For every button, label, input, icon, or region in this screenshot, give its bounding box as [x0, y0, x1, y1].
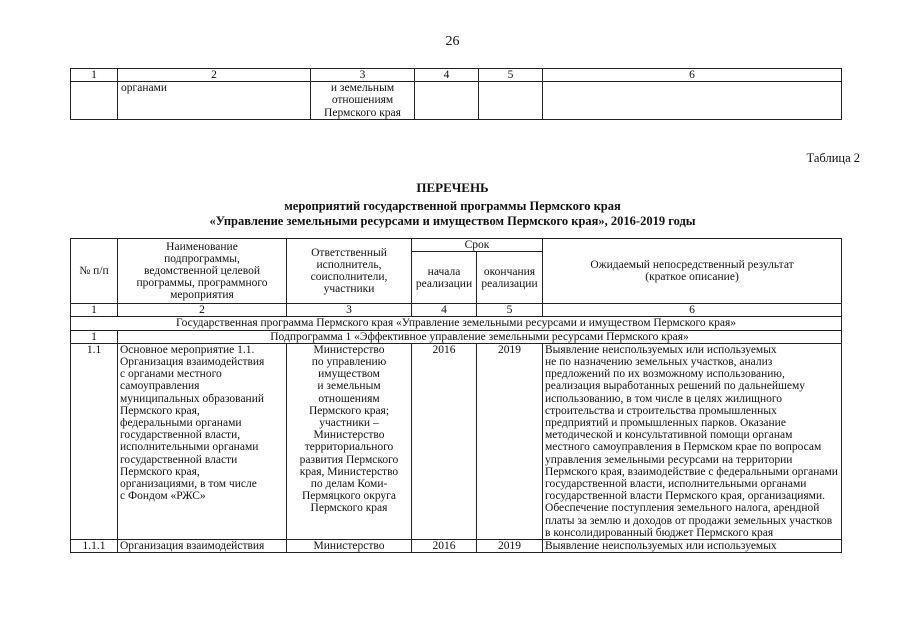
- table-number-row: [71, 69, 842, 82]
- page-number: 26: [445, 34, 460, 49]
- header-name: Наименование подпрограммы, ведомственной целевой программы, программного мероприятия: [118, 239, 287, 304]
- table-row: [71, 540, 842, 553]
- cell: [415, 82, 479, 120]
- continued-table: [70, 68, 842, 120]
- cell: [479, 82, 543, 120]
- cell: Организация взаимодействия: [118, 540, 287, 553]
- header-num: № п/п: [71, 239, 118, 304]
- cell: 4: [415, 69, 479, 82]
- cell: органами: [118, 82, 311, 120]
- header-end: окончания реализации: [477, 252, 543, 304]
- program-row: [71, 317, 842, 330]
- cell: 5: [479, 69, 543, 82]
- table-number-row: [71, 304, 842, 317]
- cell: 4: [412, 304, 477, 317]
- subprogram-title: Подпрограмма 1 «Эффективное управление земельными ресурсами Пермского края»: [118, 330, 842, 343]
- program-title: Государственная программа Пермского края «Управление земельными ресурсами и имуществом Пермского края»: [71, 317, 842, 330]
- header-result: Ожидаемый непосредственный результат (краткое описание): [543, 239, 842, 304]
- cell: 2016: [412, 343, 477, 539]
- measures-table: [70, 238, 842, 553]
- cell: 2: [118, 69, 311, 82]
- cell: 2016: [412, 540, 477, 553]
- cell: Выявление неиспользуемых или используемых не по назначению земельных участков, анализ предложений по их возможному использованию, реализация выработанных решений по дальнейшему использованию, в том числе в целях жилищного строительства и строительства промышленных предприятий и промышленных парков. Оказание методической и консультативной помощи органам местного самоуправления в Пермском крае по вопросам управления земельными ресурсами на территории Пермского края, взаимодействие с федеральными органами государственной власти, исполнительными органами государственной власти Пермского края, организациями. Обеспечение поступления земельного налога, арендной платы за землю и доходов от продажи земельных участков в консолидированный бюджет Пермского края: [543, 343, 842, 539]
- table-row: [71, 343, 842, 539]
- cell: 1.1.1: [71, 540, 118, 553]
- cell: 2019: [477, 540, 543, 553]
- cell: Министерство по управлению имуществом и земельным отношениям Пермского края; участники – Министерство территориального развития Пермского края, Министерство по делам Коми- Пермяцкого округа Пермского края: [287, 343, 412, 539]
- document-title: ПЕРЕЧЕНЬ: [416, 180, 489, 195]
- table-label: Таблица 2: [806, 151, 860, 165]
- subprogram-row: [71, 330, 842, 343]
- cell: и земельным отношениям Пермского края: [311, 82, 415, 120]
- cell: 6: [543, 304, 842, 317]
- header-responsible: Ответственный исполнитель, соисполнители, участники: [287, 239, 412, 304]
- cell: 2019: [477, 343, 543, 539]
- cell: 1: [71, 304, 118, 317]
- cell: 5: [477, 304, 543, 317]
- header-start: начала реализации: [412, 252, 477, 304]
- cell: 2: [118, 304, 287, 317]
- cell: 3: [311, 69, 415, 82]
- header-period: Срок: [412, 239, 543, 252]
- table-row: [71, 82, 842, 120]
- cell: [543, 82, 842, 120]
- cell: 1: [71, 69, 118, 82]
- cell: Основное мероприятие 1.1. Организация взаимодействия с органами местного самоуправления муниципальных образований Пермского края, федеральными органами государственной власти, исполнительными органами государственной власти Пермского края, организациями, в том числе с Фондом «РЖС»: [118, 343, 287, 539]
- cell: [71, 82, 118, 120]
- cell: 1.1: [71, 343, 118, 539]
- cell: 6: [543, 69, 842, 82]
- subtitle-line-2: «Управление земельными ресурсами и имуществом Пермского края», 2016-2019 годы: [209, 214, 696, 228]
- document-subtitle: [0, 199, 905, 229]
- table-header-row: [71, 239, 842, 252]
- cell: 1: [71, 330, 118, 343]
- cell: 3: [287, 304, 412, 317]
- cell: Министерство: [287, 540, 412, 553]
- cell: Выявление неиспользуемых или используемых: [543, 540, 842, 553]
- subtitle-line-1: мероприятий государственной программы Пермского края: [284, 199, 621, 213]
